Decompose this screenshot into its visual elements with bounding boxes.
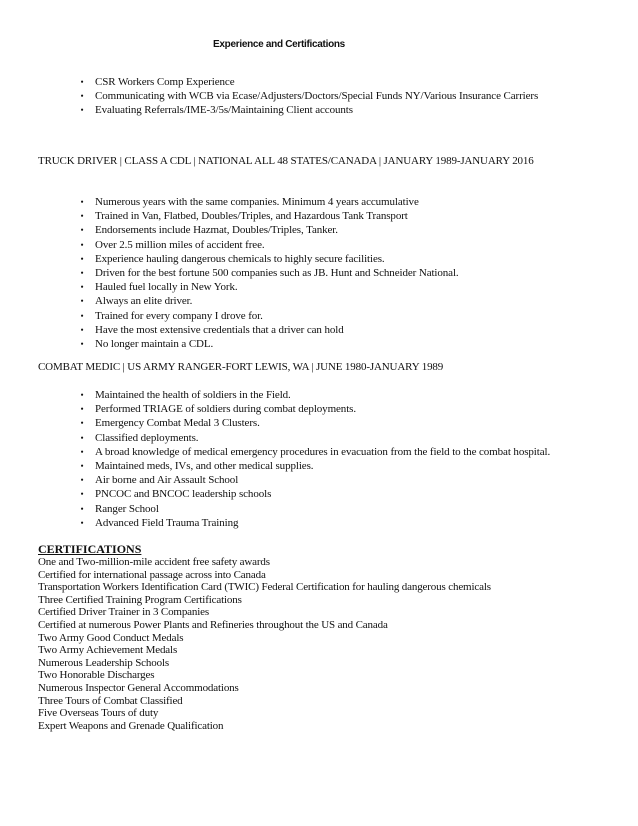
bullet-icon: • — [80, 282, 84, 293]
bullet-icon: • — [80, 446, 84, 457]
bullet-icon: • — [80, 460, 84, 471]
bullet-list-item — [77, 337, 459, 351]
bullet-text: Trained in Van, Flatbed, Doubles/Triples, and Hazardous Tank Transport — [95, 210, 408, 223]
bullet-list-item — [77, 294, 459, 308]
certification-text: Certified for international passage across into Canada — [38, 568, 266, 581]
bullet-icon: • — [80, 310, 84, 321]
certification-item — [38, 581, 491, 594]
certification-item — [38, 657, 491, 670]
bullet-text: Evaluating Referrals/IME-3/5s/Maintaining Client accounts — [95, 104, 353, 117]
certification-text: Five Overseas Tours of duty — [38, 707, 159, 720]
certification-text: One and Two-million-mile accident free safety awards — [38, 556, 270, 568]
bullet-list-item — [77, 209, 459, 223]
bullet-icon: • — [80, 77, 84, 87]
certification-text: Numerous Leadership Schools — [38, 656, 169, 669]
bullet-list-item — [77, 238, 459, 252]
bullet-list-item — [77, 223, 459, 237]
bullet-text: Always an elite driver. — [95, 295, 193, 308]
certification-text: Expert Weapons and Grenade Qualification — [38, 719, 224, 732]
bullet-icon: • — [80, 404, 84, 415]
bullet-list-item — [77, 502, 550, 516]
bullet-list-item — [77, 280, 459, 294]
bullet-text: Communicating with WCB via Ecase/Adjusters/Doctors/Special Funds NY/Various Insurance Carriers — [95, 90, 539, 103]
bullet-list-item — [77, 445, 550, 459]
bullet-list-item — [77, 431, 550, 445]
bullet-icon: • — [80, 324, 84, 335]
bullet-icon: • — [80, 105, 84, 116]
bullet-text: Over 2.5 million miles of accident free. — [95, 238, 265, 251]
certification-item — [38, 606, 491, 619]
bullet-icon: • — [80, 338, 84, 349]
bullet-icon: • — [80, 211, 84, 222]
certification-item — [38, 695, 491, 708]
bullet-list-item — [77, 323, 459, 337]
bullet-text: Emergency Combat Medal 3 Clusters. — [95, 417, 260, 430]
certification-item — [38, 720, 491, 733]
bullet-text: Ranger School — [95, 502, 159, 515]
combat-medic-heading: COMBAT MEDIC | US ARMY RANGER-FORT LEWIS, WA | JUNE 1980-JANUARY 1989 — [38, 361, 444, 373]
bullet-list-item — [77, 516, 550, 530]
bullet-icon: • — [80, 239, 84, 250]
bullet-list-item — [77, 459, 550, 473]
bullet-icon: • — [80, 267, 84, 278]
certification-item — [38, 619, 491, 632]
bullet-text: Hauled fuel locally in New York. — [95, 281, 238, 294]
certification-text: Two Army Good Conduct Medals — [38, 631, 184, 644]
bullet-icon: • — [80, 296, 84, 307]
bullet-list-item — [77, 487, 550, 501]
bullet-text: Maintained meds, IVs, and other medical supplies. — [95, 459, 314, 472]
bullet-text: Endorsements include Hazmat, Doubles/Triples, Tanker. — [95, 224, 338, 237]
certifications-list — [38, 556, 491, 732]
page-title: Experience and Certifications — [213, 39, 345, 50]
truck-driver-heading: TRUCK DRIVER | CLASS A CDL | NATIONAL ALL 48 STATES/CANADA | JANUARY 1989-JANUARY 2016 — [38, 155, 534, 167]
bullet-text: CSR Workers Comp Experience — [95, 76, 235, 88]
combat-medic-bullet-list — [77, 388, 550, 530]
bullet-list-item — [77, 252, 459, 266]
intro-bullet-list — [77, 75, 538, 118]
bullet-text: Numerous years with the same companies. Minimum 4 years accumulative — [95, 196, 419, 208]
bullet-text: Performed TRIAGE of soldiers during combat deployments. — [95, 403, 356, 416]
bullet-list-item — [77, 195, 459, 209]
truck-driver-bullet-list — [77, 195, 459, 351]
certification-item — [38, 556, 491, 569]
bullet-text: Have the most extensive credentials that a driver can hold — [95, 323, 344, 336]
bullet-icon: • — [80, 390, 84, 400]
bullet-list-item — [77, 75, 538, 89]
bullet-text: Driven for the best fortune 500 companies such as JB. Hunt and Schneider National. — [95, 266, 459, 279]
bullet-icon: • — [80, 91, 84, 102]
certification-item — [38, 569, 491, 582]
certification-item — [38, 669, 491, 682]
bullet-icon: • — [80, 225, 84, 236]
certification-item — [38, 632, 491, 645]
bullet-icon: • — [80, 432, 84, 443]
bullet-text: Trained for every company I drove for. — [95, 309, 263, 322]
certification-text: Certified at numerous Power Plants and Refineries throughout the US and Canada — [38, 618, 388, 631]
bullet-text: Classified deployments. — [95, 431, 199, 444]
bullet-icon: • — [80, 197, 84, 207]
bullet-list-item — [77, 309, 459, 323]
bullet-text: Advanced Field Trauma Training — [95, 516, 239, 529]
bullet-list-item — [77, 266, 459, 280]
bullet-text: A broad knowledge of medical emergency procedures in evacuation from the field to the combat hospital. — [95, 445, 551, 458]
bullet-text: Experience hauling dangerous chemicals to highly secure facilities. — [95, 252, 385, 265]
bullet-icon: • — [80, 503, 84, 514]
bullet-text: Maintained the health of soldiers in the Field. — [95, 389, 291, 401]
certification-text: Two Honorable Discharges — [38, 669, 155, 682]
bullet-text: No longer maintain a CDL. — [95, 337, 214, 350]
certification-item — [38, 644, 491, 657]
bullet-list-item — [77, 89, 538, 103]
bullet-text: PNCOC and BNCOC leadership schools — [95, 488, 272, 501]
certification-text: Two Army Achievement Medals — [38, 644, 178, 657]
certification-text: Certified Driver Trainer in 3 Companies — [38, 606, 210, 619]
certification-text: Numerous Inspector General Accommodations — [38, 681, 239, 694]
certifications-heading: CERTIFICATIONS — [38, 542, 142, 556]
bullet-icon: • — [80, 489, 84, 500]
bullet-list-item — [77, 103, 538, 117]
bullet-list-item — [77, 402, 550, 416]
bullet-icon: • — [80, 253, 84, 264]
certification-item — [38, 707, 491, 720]
certification-item — [38, 682, 491, 695]
bullet-list-item — [77, 473, 550, 487]
bullet-icon: • — [80, 517, 84, 528]
bullet-icon: • — [80, 418, 84, 429]
certification-text: Transportation Workers Identification Card (TWIC) Federal Certification for hauling dangerous chemicals — [38, 581, 491, 594]
certification-text: Three Certified Training Program Certifications — [38, 593, 242, 606]
certification-item — [38, 594, 491, 607]
bullet-list-item — [77, 416, 550, 430]
bullet-icon: • — [80, 475, 84, 486]
certification-text: Three Tours of Combat Classified — [38, 694, 183, 707]
bullet-text: Air borne and Air Assault School — [95, 474, 239, 487]
bullet-list-item — [77, 388, 550, 402]
